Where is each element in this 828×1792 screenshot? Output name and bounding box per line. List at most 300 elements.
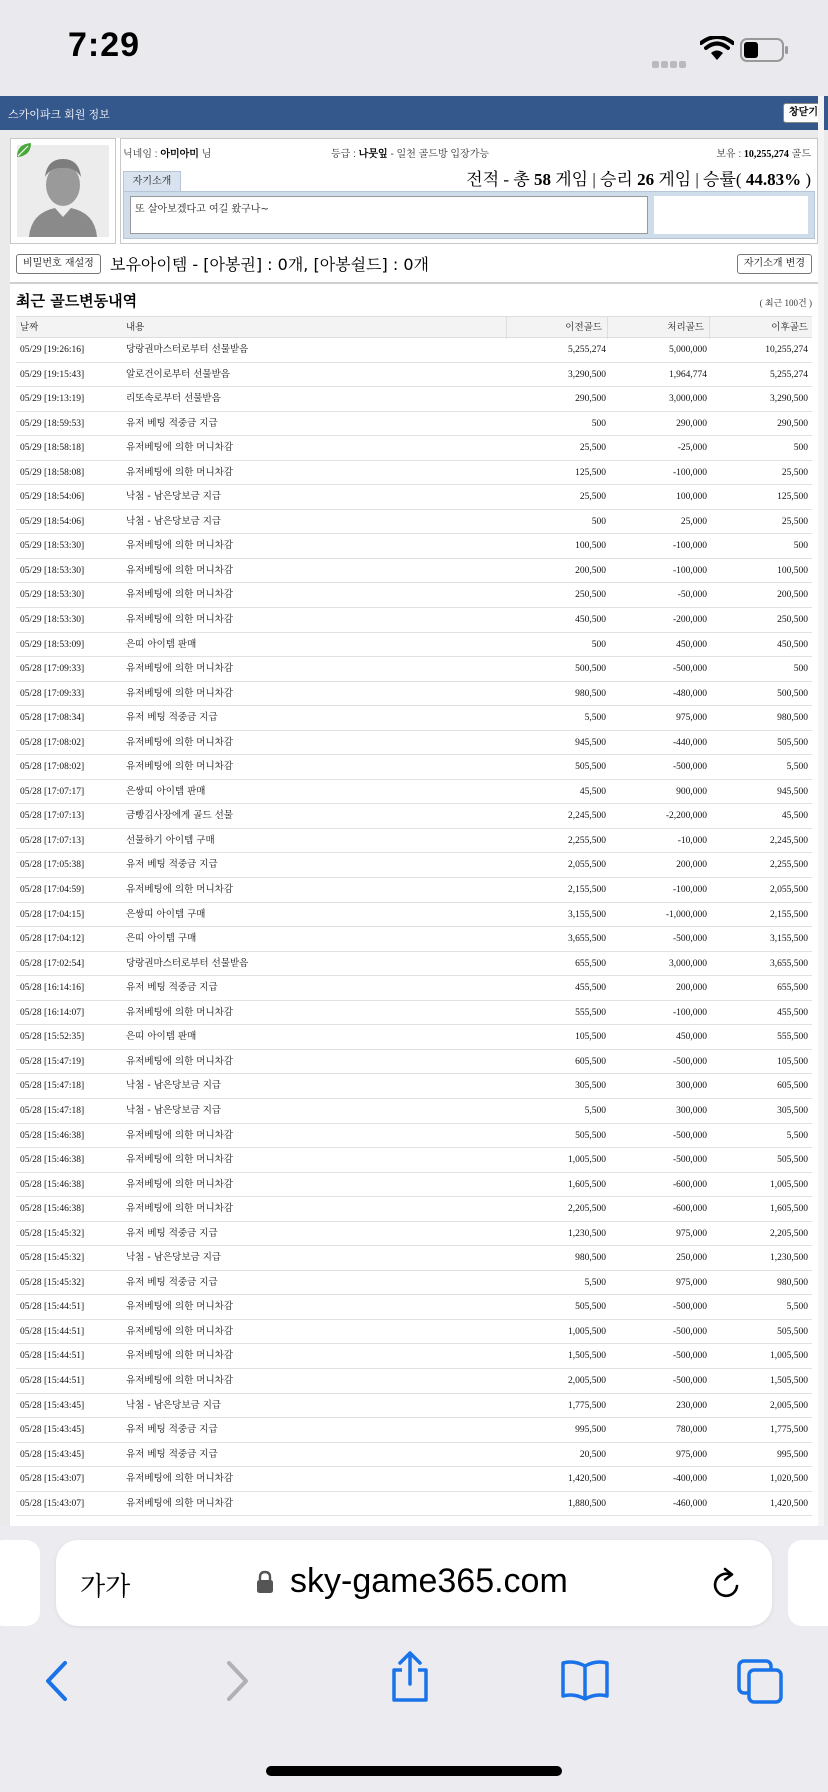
next-tab-card[interactable] (788, 1540, 828, 1626)
row-description: 유저베팅에 의한 머니차감 (126, 884, 233, 896)
row-after-gold: 3,655,500 (770, 958, 808, 969)
row-date: 05/28 [17:04:12] (20, 934, 85, 945)
row-previous-gold: 5,500 (584, 1105, 606, 1116)
row-processed-gold: -500,000 (672, 1130, 707, 1141)
row-after-gold: 450,500 (777, 639, 808, 650)
row-previous-gold: 200,500 (575, 565, 606, 576)
row-processed-gold: 975,000 (676, 713, 707, 724)
table-row (16, 1050, 812, 1075)
row-after-gold: 980,500 (777, 1277, 808, 1288)
row-previous-gold: 20,500 (579, 1449, 606, 1460)
row-after-gold: 1,230,500 (770, 1253, 808, 1264)
row-description: 유저베팅에 의한 머니차감 (126, 1129, 233, 1141)
row-description: 낙첨 - 남은당보금 지급 (126, 1080, 222, 1092)
row-after-gold: 945,500 (777, 786, 808, 797)
row-processed-gold: -50,000 (677, 590, 707, 601)
row-after-gold: 45,500 (781, 811, 808, 822)
row-date: 05/28 [15:45:32] (20, 1277, 85, 1288)
row-date: 05/28 [17:09:33] (20, 664, 85, 675)
table-row (16, 903, 812, 928)
row-processed-gold: -500,000 (672, 1302, 707, 1313)
row-date: 05/28 [15:46:38] (20, 1130, 85, 1141)
header-prev-gold: 이전골드 (506, 317, 606, 339)
row-after-gold: 10,255,274 (765, 345, 808, 355)
row-description: 은띠 아이템 구매 (126, 933, 197, 945)
table-row (16, 510, 812, 535)
row-after-gold: 25,500 (781, 467, 808, 478)
gold-history-table (16, 316, 812, 1516)
row-after-gold: 500 (793, 664, 808, 675)
table-row (16, 1394, 812, 1419)
record-prefix: 전적 - 총 (466, 170, 530, 189)
table-row (16, 657, 812, 682)
row-processed-gold: 975,000 (676, 1228, 707, 1239)
row-processed-gold: 975,000 (676, 1449, 707, 1460)
row-after-gold: 3,290,500 (770, 394, 808, 405)
holding-label: 보유 : (716, 149, 742, 160)
record-suffix: ) (805, 170, 811, 189)
avatar (10, 138, 116, 244)
nickname-line (123, 145, 211, 160)
row-description: 유저베팅에 의한 머니차감 (126, 761, 233, 773)
web-content (0, 96, 828, 1526)
row-date: 05/28 [16:14:16] (20, 983, 85, 994)
row-processed-gold: -500,000 (672, 1375, 707, 1386)
row-after-gold: 500 (793, 443, 808, 454)
row-processed-gold: 200,000 (676, 860, 707, 871)
table-row (16, 927, 812, 952)
row-after-gold: 505,500 (777, 737, 808, 748)
row-after-gold: 5,500 (786, 762, 808, 773)
row-date: 05/29 [18:59:53] (20, 418, 85, 429)
tab-self-intro[interactable]: 자기소개 (123, 171, 181, 191)
row-after-gold: 3,155,500 (770, 934, 808, 945)
table-row (16, 1271, 812, 1296)
table-row (16, 1173, 812, 1198)
row-date: 05/28 [15:45:32] (20, 1228, 85, 1239)
row-description: 유저베팅에 의한 머니차감 (126, 1006, 233, 1018)
table-row (16, 1124, 812, 1149)
table-row (16, 1344, 812, 1369)
row-processed-gold: -480,000 (672, 688, 707, 699)
row-description: 당랑권마스터로부터 선물받음 (126, 344, 249, 355)
row-date: 05/28 [16:14:07] (20, 1007, 85, 1018)
row-processed-gold: -200,000 (672, 615, 707, 626)
close-window-button[interactable]: 창닫기 (783, 103, 824, 123)
row-after-gold: 1,005,500 (770, 1351, 808, 1362)
row-processed-gold: -500,000 (672, 664, 707, 675)
row-after-gold: 505,500 (777, 1155, 808, 1166)
row-after-gold: 2,055,500 (770, 885, 808, 896)
change-intro-button[interactable]: 자기소개 변경 (737, 254, 812, 274)
record-wins-word: 게임 | 승률( (658, 170, 742, 189)
row-date: 05/28 [15:43:07] (20, 1474, 85, 1485)
page-scrollbar[interactable] (818, 96, 824, 1526)
row-previous-gold: 1,005,500 (568, 1155, 606, 1166)
row-previous-gold: 945,500 (575, 737, 606, 748)
table-row (16, 1369, 812, 1394)
row-previous-gold: 2,245,500 (568, 811, 606, 822)
row-previous-gold: 2,055,500 (568, 860, 606, 871)
self-intro-text: 또 살아보겠다고 여길 왔구나~ (130, 196, 648, 234)
row-date: 05/29 [19:26:16] (20, 345, 85, 355)
table-row (16, 829, 812, 854)
row-processed-gold: 25,000 (680, 516, 707, 527)
row-previous-gold: 605,500 (575, 1056, 606, 1067)
row-date: 05/28 [15:43:45] (20, 1425, 85, 1436)
home-indicator (266, 1766, 562, 1776)
row-date: 05/29 [18:53:30] (20, 565, 85, 576)
row-previous-gold: 100,500 (575, 541, 606, 552)
row-description: 유저베팅에 의한 머니차감 (126, 564, 233, 576)
share-icon[interactable] (388, 1650, 432, 1704)
row-date: 05/28 [17:04:15] (20, 909, 85, 920)
divider (10, 282, 818, 284)
row-description: 유저 베팅 적중금 지급 (126, 417, 218, 429)
row-processed-gold: -1,000,000 (665, 909, 707, 920)
table-body (16, 338, 812, 1516)
row-processed-gold: 100,000 (676, 492, 707, 503)
window-title: 스카이파크 회원 정보 (8, 109, 110, 121)
row-after-gold: 995,500 (777, 1449, 808, 1460)
row-description: 낙첨 - 남은당보금 지급 (126, 515, 222, 527)
row-previous-gold: 500 (591, 516, 606, 527)
row-previous-gold: 1,230,500 (568, 1228, 606, 1239)
row-description: 유저베팅에 의한 머니차감 (126, 589, 233, 601)
row-date: 05/29 [18:53:30] (20, 615, 85, 626)
row-previous-gold: 2,205,500 (568, 1204, 606, 1215)
table-row (16, 608, 812, 633)
table-row (16, 706, 812, 731)
row-processed-gold: 3,000,000 (669, 394, 707, 405)
table-row (16, 1492, 812, 1517)
row-after-gold: 5,255,274 (770, 369, 808, 380)
header-desc: 내용 (126, 322, 145, 333)
row-description: 낙첨 - 남은당보금 지급 (126, 1399, 222, 1411)
row-after-gold: 250,500 (777, 615, 808, 626)
row-processed-gold: -500,000 (672, 934, 707, 945)
row-after-gold: 2,005,500 (770, 1400, 808, 1411)
table-row (16, 1001, 812, 1026)
game-record (466, 165, 811, 190)
forward-icon[interactable] (218, 1658, 254, 1704)
table-row (16, 1295, 812, 1320)
row-description: 유저 베팅 적중금 지급 (126, 712, 218, 724)
row-processed-gold: -500,000 (672, 762, 707, 773)
row-processed-gold: -460,000 (672, 1498, 707, 1509)
row-after-gold: 5,500 (786, 1302, 808, 1313)
table-row (16, 1148, 812, 1173)
table-row (16, 461, 812, 486)
row-processed-gold: -600,000 (672, 1204, 707, 1215)
row-previous-gold: 655,500 (575, 958, 606, 969)
row-after-gold: 500 (793, 541, 808, 552)
row-processed-gold: -100,000 (672, 467, 707, 478)
row-previous-gold: 500,500 (575, 664, 606, 675)
row-date: 05/28 [15:45:32] (20, 1253, 85, 1264)
header-after-gold: 이후골드 (709, 317, 812, 339)
row-description: 유저베팅에 의한 머니차감 (126, 614, 233, 626)
row-processed-gold: -440,000 (672, 737, 707, 748)
row-processed-gold: -500,000 (672, 1351, 707, 1362)
table-row (16, 878, 812, 903)
row-processed-gold: -2,200,000 (665, 811, 707, 822)
table-row (16, 731, 812, 756)
table-row (16, 1025, 812, 1050)
nickname-value: 아미아미 (160, 149, 199, 160)
row-description: 리또속로부터 선물받음 (126, 393, 221, 405)
wins-count: 26 (637, 170, 655, 189)
row-description: 유저베팅에 의한 머니차감 (126, 466, 233, 478)
member-info-panel (10, 138, 818, 1526)
row-previous-gold: 25,500 (579, 443, 606, 454)
table-row (16, 412, 812, 437)
row-previous-gold: 505,500 (575, 1130, 606, 1141)
row-previous-gold: 1,880,500 (568, 1498, 606, 1509)
row-after-gold: 2,245,500 (770, 835, 808, 846)
row-description: 당랑권마스터로부터 선물받음 (126, 957, 249, 969)
grade-value: 나뭇잎 (358, 149, 388, 160)
row-date: 05/28 [15:43:45] (20, 1449, 85, 1460)
profile-info (120, 138, 818, 244)
grade-description: - 일천 골드방 입장가능 (390, 149, 490, 160)
address-bar[interactable] (56, 1540, 772, 1626)
row-processed-gold: -25,000 (677, 443, 707, 454)
row-date: 05/28 [15:47:18] (20, 1105, 85, 1116)
row-after-gold: 1,005,500 (770, 1179, 808, 1190)
reset-password-button[interactable]: 비밀번호 재설정 (16, 254, 101, 274)
row-date: 05/29 [19:15:43] (20, 369, 85, 380)
table-row (16, 780, 812, 805)
row-processed-gold: 300,000 (676, 1081, 707, 1092)
row-date: 05/28 [15:44:51] (20, 1326, 85, 1337)
row-processed-gold: -100,000 (672, 541, 707, 552)
row-processed-gold: 900,000 (676, 786, 707, 797)
previous-tab-card[interactable] (0, 1540, 40, 1626)
row-date: 05/28 [17:08:02] (20, 762, 85, 773)
row-previous-gold: 980,500 (575, 1253, 606, 1264)
row-description: 유저 베팅 적중금 지급 (126, 1227, 218, 1239)
table-row (16, 534, 812, 559)
row-processed-gold: 300,000 (676, 1105, 707, 1116)
row-previous-gold: 3,155,500 (568, 909, 606, 920)
table-row (16, 1320, 812, 1345)
row-after-gold: 200,500 (777, 590, 808, 601)
row-description: 은쌍띠 아이템 판매 (126, 785, 206, 797)
history-title: 최근 골드변동내역 (16, 292, 138, 310)
nickname-suffix: 님 (201, 149, 212, 160)
row-previous-gold: 450,500 (575, 615, 606, 626)
row-date: 05/28 [15:46:38] (20, 1204, 85, 1215)
row-description: 유저베팅에 의한 머니차감 (126, 736, 233, 748)
row-previous-gold: 455,500 (575, 983, 606, 994)
row-after-gold: 125,500 (777, 492, 808, 503)
row-date: 05/29 [18:54:06] (20, 516, 85, 527)
battery-icon (740, 38, 790, 62)
tabs-icon[interactable] (736, 1658, 784, 1704)
window-titlebar (0, 96, 828, 130)
page-settings-button[interactable]: 가가 (80, 1572, 131, 1602)
row-after-gold: 1,605,500 (770, 1204, 808, 1215)
row-after-gold: 2,255,500 (770, 860, 808, 871)
row-date: 05/28 [17:07:13] (20, 835, 85, 846)
row-previous-gold: 2,005,500 (568, 1375, 606, 1386)
self-intro-side (654, 196, 808, 234)
row-after-gold: 1,020,500 (770, 1474, 808, 1485)
row-processed-gold: 250,000 (676, 1253, 707, 1264)
row-description: 유저베팅에 의한 머니차감 (126, 1374, 233, 1386)
table-row (16, 1467, 812, 1492)
row-after-gold: 5,500 (786, 1130, 808, 1141)
row-description: 은쌍띠 아이템 구매 (126, 908, 206, 920)
row-date: 05/28 [15:47:19] (20, 1056, 85, 1067)
table-row (16, 952, 812, 977)
row-date: 05/29 [18:53:09] (20, 639, 85, 650)
row-previous-gold: 555,500 (575, 1007, 606, 1018)
row-date: 05/28 [17:02:54] (20, 958, 85, 969)
table-row (16, 853, 812, 878)
row-processed-gold: -100,000 (672, 885, 707, 896)
row-previous-gold: 250,500 (575, 590, 606, 601)
nickname-label: 닉네임 : (123, 149, 158, 160)
row-processed-gold: -500,000 (672, 1326, 707, 1337)
row-description: 금빵김사장에게 골드 선물 (126, 810, 233, 822)
row-after-gold: 25,500 (781, 516, 808, 527)
row-date: 05/28 [17:04:59] (20, 885, 85, 896)
row-description: 유저베팅에 의한 머니차감 (126, 1154, 233, 1166)
row-after-gold: 605,500 (777, 1081, 808, 1092)
table-row (16, 1222, 812, 1247)
row-processed-gold: 5,000,000 (669, 345, 707, 355)
holding-value: 10,255,274 (743, 149, 789, 160)
row-date: 05/28 [15:46:38] (20, 1179, 85, 1190)
owned-items: 보유아이템 - [아봉권] : 0개, [아봉쉴드] : 0개 (110, 255, 429, 274)
row-after-gold: 455,500 (777, 1007, 808, 1018)
row-processed-gold: 450,000 (676, 1032, 707, 1043)
bookmarks-icon[interactable] (560, 1658, 610, 1702)
table-row (16, 804, 812, 829)
row-previous-gold: 1,775,500 (568, 1400, 606, 1411)
row-date: 05/28 [15:44:51] (20, 1302, 85, 1313)
row-processed-gold: 450,000 (676, 639, 707, 650)
header-processed-gold: 처리골드 (607, 317, 708, 339)
row-description: 유저베팅에 의한 머니차감 (126, 663, 233, 675)
row-description: 유저베팅에 의한 머니차감 (126, 540, 233, 552)
row-after-gold: 980,500 (777, 713, 808, 724)
grade-label: 등급 : (331, 149, 356, 160)
row-after-gold: 505,500 (777, 1326, 808, 1337)
row-description: 낙첨 - 남은당보금 지급 (126, 1252, 222, 1264)
back-icon[interactable] (40, 1658, 76, 1704)
row-previous-gold: 1,505,500 (568, 1351, 606, 1362)
row-description: 유저베팅에 의한 머니차감 (126, 442, 233, 454)
holding-line (716, 145, 811, 160)
row-date: 05/28 [15:46:38] (20, 1155, 85, 1166)
url-text[interactable]: sky-game365.com (290, 1562, 568, 1600)
row-after-gold: 100,500 (777, 565, 808, 576)
row-processed-gold: -500,000 (672, 1056, 707, 1067)
row-date: 05/28 [17:09:33] (20, 688, 85, 699)
row-description: 유저 베팅 적중금 지급 (126, 982, 218, 994)
row-description: 낙첨 - 남은당보금 지급 (126, 1104, 222, 1116)
table-row (16, 583, 812, 608)
row-date: 05/28 [17:08:02] (20, 737, 85, 748)
row-processed-gold: -600,000 (672, 1179, 707, 1190)
row-date: 05/28 [17:07:13] (20, 811, 85, 822)
row-previous-gold: 500 (591, 639, 606, 650)
row-description: 유저베팅에 의한 머니차감 (126, 1325, 233, 1337)
row-after-gold: 290,500 (777, 418, 808, 429)
row-date: 05/29 [19:13:19] (20, 394, 85, 405)
row-previous-gold: 1,005,500 (568, 1326, 606, 1337)
row-date: 05/29 [18:58:08] (20, 467, 85, 478)
row-processed-gold: 1,964,774 (669, 369, 707, 380)
row-description: 유저 베팅 적중금 지급 (126, 1276, 218, 1288)
self-intro-frame (123, 191, 815, 239)
browser-url-area (0, 1526, 828, 1636)
row-previous-gold: 2,255,500 (568, 835, 606, 846)
table-row (16, 387, 812, 412)
row-description: 유저베팅에 의한 머니차감 (126, 687, 233, 699)
table-row (16, 976, 812, 1001)
row-description: 은띠 아이템 판매 (126, 638, 197, 650)
row-previous-gold: 3,290,500 (568, 369, 606, 380)
row-description: 유저베팅에 의한 머니차감 (126, 1473, 233, 1485)
table-row (16, 1074, 812, 1099)
row-date: 05/28 [17:08:34] (20, 713, 85, 724)
row-previous-gold: 290,500 (575, 394, 606, 405)
row-description: 유저 베팅 적중금 지급 (126, 859, 218, 871)
row-previous-gold: 505,500 (575, 1302, 606, 1313)
status-time: 7:29 (68, 26, 141, 64)
row-after-gold: 2,205,500 (770, 1228, 808, 1239)
row-previous-gold: 1,420,500 (568, 1474, 606, 1485)
history-note: ( 최근 100건 ) (759, 298, 812, 308)
row-previous-gold: 3,655,500 (568, 934, 606, 945)
leaf-grade-icon (15, 141, 33, 159)
row-after-gold: 655,500 (777, 983, 808, 994)
row-previous-gold: 980,500 (575, 688, 606, 699)
row-date: 05/29 [18:53:30] (20, 590, 85, 601)
table-row (16, 1418, 812, 1443)
row-date: 05/29 [18:53:30] (20, 541, 85, 552)
row-date: 05/28 [15:44:51] (20, 1351, 85, 1362)
holding-unit: 골드 (791, 149, 811, 160)
row-previous-gold: 2,155,500 (568, 885, 606, 896)
row-after-gold: 1,505,500 (770, 1375, 808, 1386)
status-bar (0, 0, 828, 96)
row-date: 05/28 [15:47:18] (20, 1081, 85, 1092)
table-row (16, 338, 812, 363)
header-date: 날짜 (20, 322, 39, 333)
table-row (16, 1197, 812, 1222)
row-date: 05/28 [17:05:38] (20, 860, 85, 871)
row-previous-gold: 105,500 (575, 1032, 606, 1043)
row-processed-gold: 975,000 (676, 1277, 707, 1288)
row-description: 알로건이로부터 선물받음 (126, 368, 230, 380)
row-previous-gold: 5,255,274 (568, 345, 606, 355)
row-after-gold: 555,500 (777, 1032, 808, 1043)
row-after-gold: 1,775,500 (770, 1425, 808, 1436)
row-previous-gold: 995,500 (575, 1425, 606, 1436)
reload-icon[interactable] (710, 1566, 744, 1602)
row-description: 유저 베팅 적중금 지급 (126, 1424, 218, 1436)
row-previous-gold: 125,500 (575, 467, 606, 478)
row-after-gold: 500,500 (777, 688, 808, 699)
row-date: 05/28 [17:07:17] (20, 786, 85, 797)
row-after-gold: 1,420,500 (770, 1498, 808, 1509)
row-description: 유저베팅에 의한 머니차감 (126, 1055, 233, 1067)
